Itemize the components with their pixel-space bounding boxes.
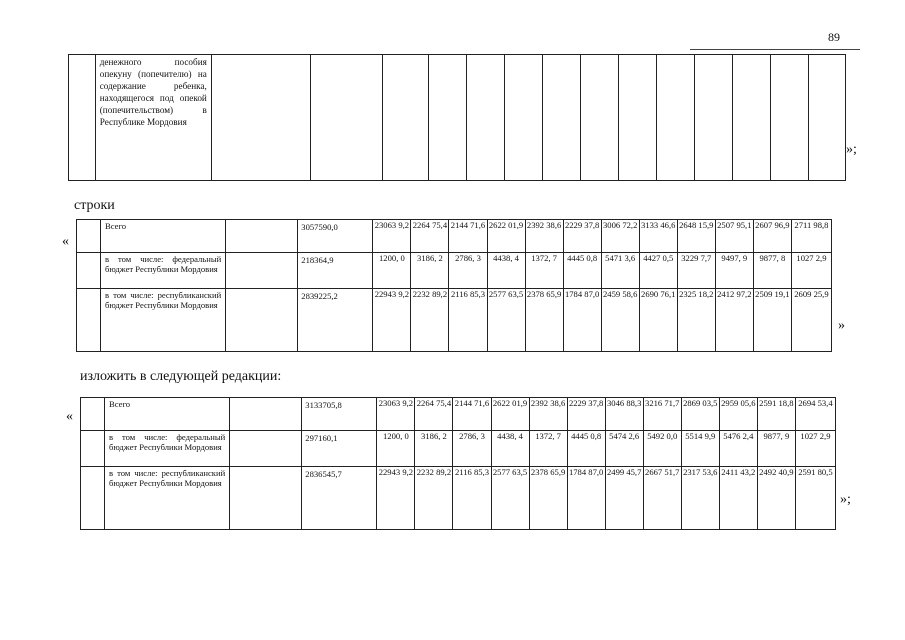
value-cell: 2690 76,1	[639, 289, 677, 352]
value-cell: 1027 2,9	[791, 253, 831, 289]
empty-cell	[230, 398, 302, 431]
table-row	[77, 289, 832, 352]
value-cell: 2232 89,2	[415, 467, 453, 530]
old-table-open-quote: «	[62, 234, 69, 249]
empty-cell	[230, 431, 302, 467]
value-cell: 4445 0,8	[563, 253, 601, 289]
value-cell: 2499 45,7	[605, 467, 643, 530]
value-cell: 5474 2,6	[605, 431, 643, 467]
value-cell: 2648 15,9	[677, 220, 715, 253]
value-cell: 3046 88,3	[605, 398, 643, 431]
value-cell: 3133 46,6	[639, 220, 677, 253]
value-cell: 5514 9,9	[681, 431, 719, 467]
index-cell	[77, 220, 101, 253]
old-table	[76, 219, 832, 352]
value-cell: 4438, 4	[491, 431, 529, 467]
table-row	[77, 220, 832, 253]
value-cell: 2591 18,8	[757, 398, 795, 431]
total-cell: 2839225,2	[298, 289, 373, 352]
value-cell: 2667 51,7	[643, 467, 681, 530]
value-cell: 22943 9,2	[377, 467, 415, 530]
value-cell: 3229 7,7	[677, 253, 715, 289]
top-table-cell	[770, 55, 808, 181]
top-table-cell	[542, 55, 580, 181]
top-table-fragment	[68, 54, 846, 181]
value-cell: 5492 0,0	[643, 431, 681, 467]
value-cell: 2144 71,6	[453, 398, 491, 431]
heading-izlozhit: изложить в следующей редакции:	[80, 369, 282, 384]
top-table-cell	[428, 55, 466, 181]
value-cell: 2507 95,1	[715, 220, 753, 253]
heading-stroki: строки	[74, 198, 115, 213]
value-cell: 2577 63,5	[491, 467, 529, 530]
value-cell: 2264 75,4	[411, 220, 449, 253]
header-rule	[690, 49, 860, 50]
table-row	[81, 431, 836, 467]
total-cell: 3133705,8	[302, 398, 377, 431]
value-cell: 2786, 3	[449, 253, 487, 289]
empty-cell	[226, 289, 298, 352]
value-cell: 2622 01,9	[491, 398, 529, 431]
new-table	[80, 397, 836, 530]
row-label: в том числе: федеральный бюджет Республики Мордовия	[101, 253, 226, 289]
value-cell: 2317 53,6	[681, 467, 719, 530]
value-cell: 4438, 4	[487, 253, 525, 289]
value-cell: 2622 01,9	[487, 220, 525, 253]
value-cell: 3006 72,2	[601, 220, 639, 253]
new-table-closing-quote: »;	[840, 492, 851, 507]
value-cell: 4445 0,8	[567, 431, 605, 467]
empty-cell	[230, 467, 302, 530]
value-cell: 9877, 9	[757, 431, 795, 467]
value-cell: 5471 3,6	[601, 253, 639, 289]
value-cell: 3186, 2	[411, 253, 449, 289]
row-label: в том числе: республиканский бюджет Республики Мордовия	[105, 467, 230, 530]
value-cell: 23063 9,2	[377, 398, 415, 431]
row-label: Всего	[105, 398, 230, 431]
new-table-open-quote: «	[66, 409, 73, 424]
value-cell: 2229 37,8	[567, 398, 605, 431]
value-cell: 2694 53,4	[795, 398, 835, 431]
row-label: Всего	[101, 220, 226, 253]
top-table-cell	[694, 55, 732, 181]
value-cell: 2378 65,9	[525, 289, 563, 352]
value-cell: 2411 43,2	[719, 467, 757, 530]
value-cell: 2492 40,9	[757, 467, 795, 530]
value-cell: 1784 87,0	[567, 467, 605, 530]
value-cell: 1200, 0	[373, 253, 411, 289]
index-cell	[81, 467, 105, 530]
value-cell: 1372, 7	[529, 431, 567, 467]
value-cell: 2325 18,2	[677, 289, 715, 352]
value-cell: 2392 38,6	[525, 220, 563, 253]
value-cell: 2144 71,6	[449, 220, 487, 253]
total-cell: 297160,1	[302, 431, 377, 467]
value-cell: 2116 85,3	[453, 467, 491, 530]
total-cell: 3057590,0	[298, 220, 373, 253]
value-cell: 2459 58,6	[601, 289, 639, 352]
value-cell: 2392 38,6	[529, 398, 567, 431]
index-cell	[81, 398, 105, 431]
value-cell: 22943 9,2	[373, 289, 411, 352]
value-cell: 2869 03,5	[681, 398, 719, 431]
top-table-cell	[580, 55, 618, 181]
top-table-cell	[310, 55, 383, 181]
row-label: в том числе: республиканский бюджет Республики Мордовия	[101, 289, 226, 352]
page-number: 89	[828, 30, 840, 44]
value-cell: 4427 0,5	[639, 253, 677, 289]
value-cell: 2959 05,6	[719, 398, 757, 431]
value-cell: 1372, 7	[525, 253, 563, 289]
top-table-cell	[732, 55, 770, 181]
value-cell: 9877, 8	[753, 253, 791, 289]
top-table-label-cell: денежного пособия опекуну (попечителю) на содержание ребенка, находящегося под опекой (попечительством) в Республике Мордовия	[95, 55, 211, 181]
value-cell: 1200, 0	[377, 431, 415, 467]
value-cell: 2509 19,1	[753, 289, 791, 352]
index-cell	[81, 431, 105, 467]
table-row	[77, 253, 832, 289]
value-cell: 2711 98,8	[791, 220, 831, 253]
row-label: в том числе: федеральный бюджет Республики Мордовия	[105, 431, 230, 467]
index-cell	[77, 253, 101, 289]
total-cell: 2836545,7	[302, 467, 377, 530]
value-cell: 2591 80,5	[795, 467, 835, 530]
empty-cell	[226, 253, 298, 289]
top-table-closing-quote: »;	[846, 142, 857, 157]
value-cell: 5476 2,4	[719, 431, 757, 467]
total-cell: 218364,9	[298, 253, 373, 289]
value-cell: 1784 87,0	[563, 289, 601, 352]
top-table-cell	[211, 55, 310, 181]
value-cell: 2609 25,9	[791, 289, 831, 352]
value-cell: 2378 65,9	[529, 467, 567, 530]
empty-cell	[226, 220, 298, 253]
table-row	[81, 398, 836, 431]
top-table-cell	[466, 55, 504, 181]
top-table-cell	[618, 55, 656, 181]
value-cell: 2232 89,2	[411, 289, 449, 352]
index-cell	[77, 289, 101, 352]
value-cell: 9497, 9	[715, 253, 753, 289]
value-cell: 2264 75,4	[415, 398, 453, 431]
value-cell: 2229 37,8	[563, 220, 601, 253]
value-cell: 3186, 2	[415, 431, 453, 467]
value-cell: 2786, 3	[453, 431, 491, 467]
value-cell: 2577 63,5	[487, 289, 525, 352]
value-cell: 2412 97,2	[715, 289, 753, 352]
top-table-cell	[504, 55, 542, 181]
value-cell: 3216 71,7	[643, 398, 681, 431]
top-table-index-cell	[69, 55, 96, 181]
old-table-closing-quote: »	[838, 318, 845, 333]
value-cell: 2116 85,3	[449, 289, 487, 352]
top-table-cell	[808, 55, 845, 181]
top-table-cell	[383, 55, 428, 181]
table-row	[81, 467, 836, 530]
top-table-cell	[656, 55, 694, 181]
value-cell: 23063 9,2	[373, 220, 411, 253]
value-cell: 2607 96,9	[753, 220, 791, 253]
value-cell: 1027 2,9	[795, 431, 835, 467]
